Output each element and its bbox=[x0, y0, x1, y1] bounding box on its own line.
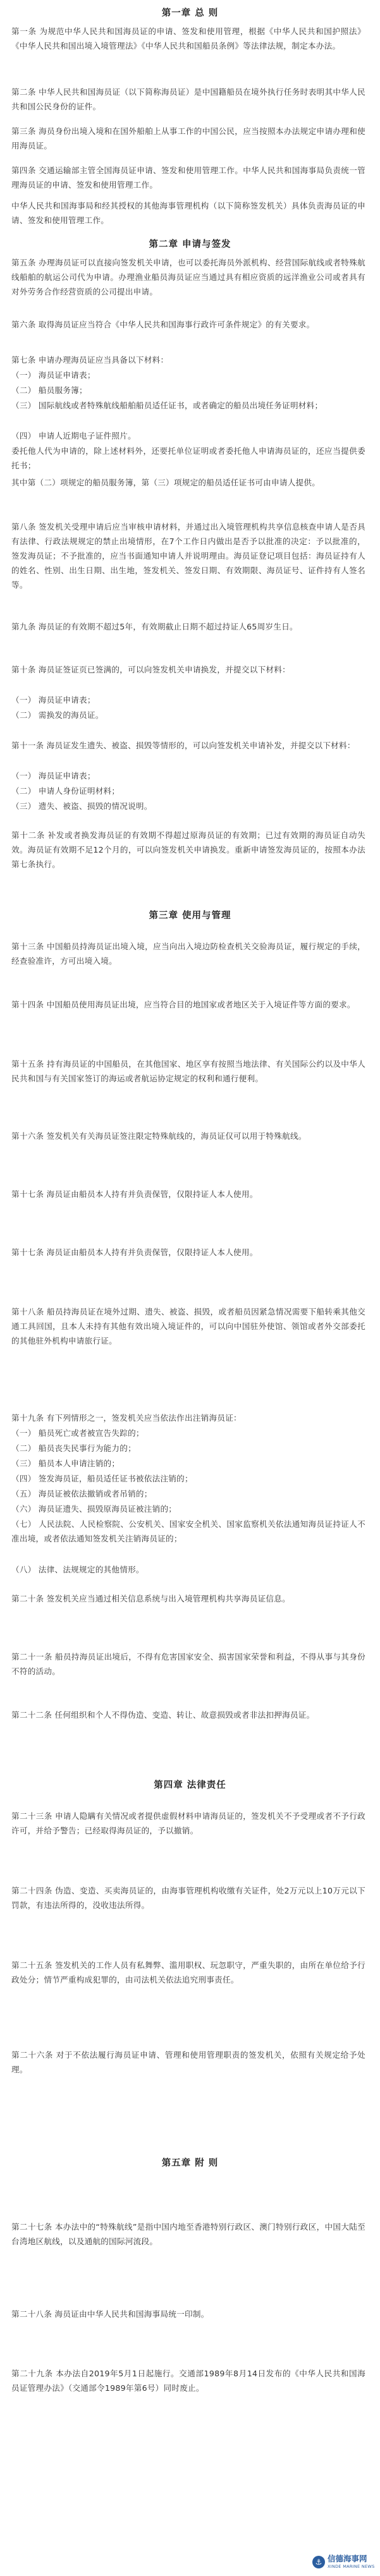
article-18: 第十八条 船员持海员证在境外过期、遗失、被盗、损毁，或者船员因紧急情况需要下船转乘其他交通工具回国，且本人未持有其他有效出境入境证件的，可以向中国驻外使馆、领馆或者外交部委托的其他驻外机构申请旅行证。 bbox=[11, 1307, 365, 1346]
article-20: 第二十条 签发机关应当通过相关信息系统与出入境管理机构共享海员证信息。 bbox=[11, 1594, 290, 1603]
chapter-1-title: 第一章 总 则 bbox=[161, 8, 219, 18]
article-15: 第十五条 持有海员证的中国船员，在其他国家、地区享有按照当地法律、有关国际公约以及中华人民共和国与有关国家签订的海运或者航运协定规定的权利和通行便利。 bbox=[11, 1059, 365, 1083]
article-19-item-6: （六） 海员证遗失、损毁原海员证被注销的； bbox=[11, 1504, 177, 1514]
article-17-repeat: 第十七条 海员证由船员本人持有并负责保管，仅限持证人本人使用。 bbox=[11, 1248, 258, 1257]
article-22: 第二十二条 任何组织和个人不得伪造、变造、转让、故意损毁或者非法扣押海员证。 bbox=[11, 1710, 315, 1720]
article-11: 第十一条 海员证发生遗失、被盗、损毁等情形的，可以向签发机关申请补发，并提交以下材料： bbox=[11, 741, 355, 750]
article-19-item-7: （七） 人民法院、人民检察院、公安机关、国家安全机关、国家监察机关依法通知海员证持证人不准出境，或者依法通知签发机关注销海员证的； bbox=[11, 1519, 365, 1543]
article-9: 第九条 海员证的有效期不超过5年，有效期截止日期不超过持证人65周岁生日。 bbox=[11, 622, 298, 631]
article-4: 第四条 交通运输部主管全国海员证申请、签发和使用管理工作。中华人民共和国海事局负责统一管理海员证的申请、签发和使用管理工作。 bbox=[11, 166, 365, 190]
chapter-3-title: 第三章 使用与管理 bbox=[149, 911, 231, 921]
article-7-item-4: （四） 申请人近期电子证件照片。 bbox=[11, 431, 136, 440]
article-1: 第一条 为规范中华人民共和国海员证的申请、签发和使用管理，根据《中华人民共和国护照法》《中华人民共和国出境入境管理法》《中华人民共和国船员条例》等法律法规，制定本办法。 bbox=[11, 27, 365, 51]
anchor-icon: ⚓ bbox=[312, 2556, 325, 2568]
article-28: 第二十八条 海员证由中华人民共和国海事局统一印制。 bbox=[11, 2309, 209, 2319]
chapter-2-title: 第二章 申请与签发 bbox=[149, 240, 231, 250]
article-21: 第二十一条 船员持海员证出境后，不得有危害国家安全、损害国家荣誉和利益，不得从事与其身份不符的活动。 bbox=[11, 1652, 365, 1676]
article-11-item-1: （一） 海员证申请表； bbox=[11, 771, 95, 781]
article-17: 第十七条 海员证由船员本人持有并负责保管，仅限持证人本人使用。 bbox=[11, 1189, 258, 1199]
article-4-paragraph-2: 中华人民共和国海事局和经其授权的其他海事管理机构（以下简称签发机关）具体负责海员证的申请、签发和使用管理工作。 bbox=[11, 201, 365, 225]
article-16: 第十六条 签发机关有关海员证签注限定特殊航线的，海员证仅可以用于特殊航线。 bbox=[11, 1131, 307, 1141]
article-27: 第二十七条 本办法中的“特殊航线”是指中国内地至香港特别行政区、澳门特别行政区，中国大陆至台湾地区航线，以及通航的国际河流段。 bbox=[11, 2222, 365, 2246]
article-7-item-3: （三） 国际航线或者特殊航线船舶船员适任证书，或者确定的船员出境任务证明材料； bbox=[11, 401, 323, 410]
article-25: 第二十五条 签发机关的工作人员有私舞弊、滥用职权、玩忽职守，严重失职的，由所在单位给予行政处分；情节严重构成犯罪的，由司法机关依法追究刑事责任。 bbox=[11, 1960, 365, 1984]
watermark-brand-en: XINDE MARINE NEWS bbox=[328, 2564, 375, 2569]
article-19-item-1: （一） 船员死亡或者被宣告失踪的； bbox=[11, 1428, 144, 1438]
article-6: 第六条 取得海员证应当符合《中华人民共和国海事行政许可条件规定》的有关要求。 bbox=[11, 320, 315, 329]
article-10: 第十条 海员证签证页已签满的，可以向签发机关申请换发，并提交以下材料： bbox=[11, 665, 290, 674]
article-10-item-2: （二） 需换发的海员证。 bbox=[11, 710, 104, 720]
chapter-5-title: 第五章 附 则 bbox=[161, 2158, 219, 2168]
article-7-note: 委托他人代为申请的，除上述材料外，还要托单位证明或者委托他人申请海员证的，还应当提供委托书； bbox=[11, 446, 365, 470]
article-11-item-3: （三） 遗失、被盗、损毁的情况说明。 bbox=[11, 801, 152, 811]
article-19: 第十九条 有下列情形之一，签发机关应当依法作出注销海员证： bbox=[11, 1413, 242, 1423]
article-13: 第十三条 中国船员持海员证出境入境，应当向出入境边防检查机关交验海员证，履行规定的手续，经查验准许，方可出境入境。 bbox=[11, 942, 365, 966]
article-7-item-1: （一） 海员证申请表； bbox=[11, 370, 95, 380]
article-26: 第二十六条 对于不依法履行海员证申请、管理和使用管理职责的签发机关，依照有关规定给予处理。 bbox=[11, 2050, 365, 2074]
article-29: 第二十九条 本办法自2019年5月1日起施行。交通部1989年8月14日发布的《中华人民共和国海员证管理办法》（交通部令1989年第6号）同时废止。 bbox=[11, 2369, 365, 2393]
article-2: 第二条 中华人民共和国海员证（以下简称海员证）是中国籍船员在境外执行任务时表明其中华人民共和国公民身份的证件。 bbox=[11, 87, 365, 111]
article-23: 第二十三条 申请人隐瞒有关情况或者提供虚假材料申请海员证的，签发机关不予受理或者不予行政许可，并给予警告；已经取得海员证的，予以撤销。 bbox=[11, 1811, 365, 1835]
watermark-logo bbox=[311, 2553, 377, 2572]
chapter-4-title: 第四章 法律责任 bbox=[154, 1780, 226, 1790]
article-12: 第十二条 补发或者换发海员证的有效期不得超过原海员证的有效期；已过有效期的海员证自动失效。海员证有效期不足12个月的，可以向签发机关申请换发。重新申请签发海员证的，按照本办法第七条执行。 bbox=[11, 830, 365, 869]
article-24: 第二十四条 伪造、变造、买卖海员证的，由海事管理机构收缴有关证件，处2万元以上10万元以下罚款，有违法所得的，没收违法所得。 bbox=[11, 1886, 365, 1910]
watermark-brand-cn: 信德海事网 bbox=[328, 2554, 367, 2563]
article-19-item-5: （五） 海员证被依法撤销或者吊销的； bbox=[11, 1489, 152, 1498]
article-10-item-1: （一） 海员证申请表； bbox=[11, 695, 95, 705]
article-19-item-4: （四） 签发海员证，船员适任证书被依法注销的； bbox=[11, 1474, 193, 1483]
article-5: 第五条 办理海员证可以直接向签发机关申请，也可以委托海员外派机构、经营国际航线或者特殊航线船舶的航运公司代为申请。办理渔业船员海员证应当通过具有相应资质的远洋渔业公司或者具有对外劳务合作经营资质的公司提出申请。 bbox=[11, 258, 365, 296]
article-7-note-2: 其中第（二）项规定的船员服务簿，第（三）项规定的船员适任证书可由申请人提供。 bbox=[11, 478, 321, 487]
article-3: 第三条 海员身份出境入境和在国外船舶上从事工作的中国公民，应当按照本办法规定申请办理和使用海员证。 bbox=[11, 126, 365, 150]
article-8: 第八条 签发机关受理申请后应当审核申请材料，并通过出入境管理机构共享信息核查申请人是否具有法律、行政法规规定的禁止出境情形，在7个工作日内做出是否予以批准的决定：予以批准的，签发海员证；不予批准的，应当书面通知申请人并说明理由。海员证登记项目包括：海员证持有人的姓名、性别、出生日期、出生地，签发机关、签发日期、有效期限、海员证号、证件持有人签名等。 bbox=[11, 522, 365, 590]
article-19-item-3: （三） 船员本人申请注销的； bbox=[11, 1459, 120, 1468]
article-19-item-2: （二） 船员丧失民事行为能力的； bbox=[11, 1443, 136, 1453]
article-14: 第十四条 中国船员使用海员证出境，应当符合目的地国家或者地区关于入境证件等方面的要求。 bbox=[11, 1000, 355, 1009]
article-7-item-2: （二） 船员服务簿； bbox=[11, 386, 87, 395]
article-11-item-2: （二） 申请人身份证明材料； bbox=[11, 786, 120, 796]
article-7: 第七条 申请办理海员证应当具备以下材料： bbox=[11, 355, 169, 365]
article-19-item-8: （八） 法律、法规规定的其他情形。 bbox=[11, 1565, 144, 1574]
